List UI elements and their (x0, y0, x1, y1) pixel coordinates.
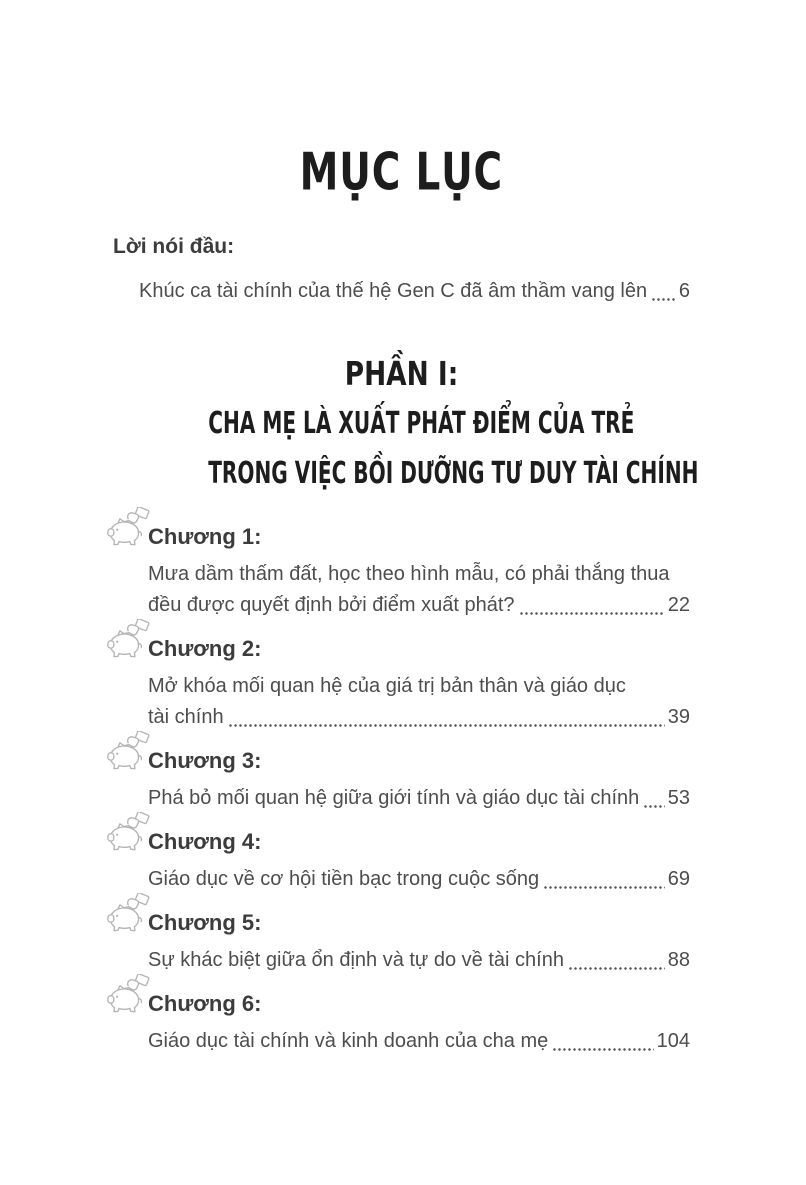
piggy-bank-coin-icon (107, 507, 151, 547)
part-heading (113, 349, 699, 499)
chapter-label: Chương 4: (148, 829, 262, 854)
piggy-bank-coin-icon (107, 731, 151, 771)
dotted-leader (519, 590, 665, 621)
chapter-entry-4 (113, 828, 690, 895)
dotted-leader (552, 1026, 653, 1057)
chapter-page-number: 69 (667, 868, 690, 890)
chapter-entry-2 (113, 635, 690, 733)
chapter-title-leader-line (148, 783, 690, 814)
chapter-title-text: đều được quyết định bởi điểm xuất phát? (148, 594, 515, 616)
chapter-entry-5 (113, 909, 690, 976)
dotted-leader (651, 276, 676, 307)
chapter-entry-1 (113, 523, 690, 621)
foreword-entry (113, 276, 690, 307)
chapter-title-leader-line (148, 864, 690, 895)
chapter-page-number: 22 (667, 594, 690, 616)
chapter-title-leader-line (148, 1026, 690, 1057)
dotted-leader (643, 783, 664, 814)
part-title-line-2: TRONG VIỆC BỒI DƯỠNG TƯ DUY TÀI CHÍNH (208, 456, 699, 491)
chapter-page-number: 53 (667, 787, 690, 809)
chapter-entry-6 (113, 990, 690, 1057)
chapter-title-leader-line (148, 590, 690, 621)
piggy-bank-coin-icon (107, 619, 151, 659)
chapter-title-text: Giáo dục tài chính và kinh doanh của cha mẹ (148, 1030, 549, 1052)
part-label: PHẦN I: (344, 354, 459, 393)
chapter-title-line: Mưa dầm thấm đất, học theo hình mẫu, có phải thắng thua (148, 563, 670, 585)
piggy-bank-coin-icon (107, 893, 151, 933)
chapter-title-leader-line (148, 945, 690, 976)
foreword-label: Lời nói đầu: (113, 235, 235, 258)
chapter-page-number: 88 (667, 949, 690, 971)
chapter-label: Chương 2: (148, 636, 262, 661)
chapter-label: Chương 6: (148, 991, 262, 1016)
chapter-page-number: 104 (656, 1030, 690, 1052)
chapter-entry-3 (113, 747, 690, 814)
foreword-entry-title: Khúc ca tài chính của thế hệ Gen C đã âm thầm vang lên (139, 280, 648, 302)
piggy-bank-coin-icon (107, 974, 151, 1014)
chapter-title-leader-line (148, 702, 690, 733)
chapter-label: Chương 3: (148, 748, 262, 773)
piggy-bank-coin-icon (107, 812, 151, 852)
chapter-title-text: Phá bỏ mối quan hệ giữa giới tính và giáo dục tài chính (148, 787, 640, 809)
dotted-leader (543, 864, 665, 895)
foreword-section (113, 234, 690, 307)
chapter-title-text: tài chính (148, 706, 224, 728)
chapter-title-text: Giáo dục về cơ hội tiền bạc trong cuộc sống (148, 868, 540, 890)
chapter-page-number: 39 (667, 706, 690, 728)
chapter-title-line: Mở khóa mối quan hệ của giá trị bản thân và giáo dục (148, 675, 626, 697)
part-title-line-1: CHA MẸ LÀ XUẤT PHÁT ĐIỂM CỦA TRẺ (208, 406, 635, 441)
page-title-text: MỤC LỤC (299, 141, 504, 203)
chapter-label: Chương 5: (148, 910, 262, 935)
chapter-label: Chương 1: (148, 524, 262, 549)
page-title (113, 140, 690, 204)
chapter-title-text: Sự khác biệt giữa ổn định và tự do về tài chính (148, 949, 564, 971)
chapter-list (113, 523, 690, 1057)
dotted-leader (228, 702, 665, 733)
dotted-leader (568, 945, 665, 976)
foreword-page-number: 6 (678, 280, 690, 302)
